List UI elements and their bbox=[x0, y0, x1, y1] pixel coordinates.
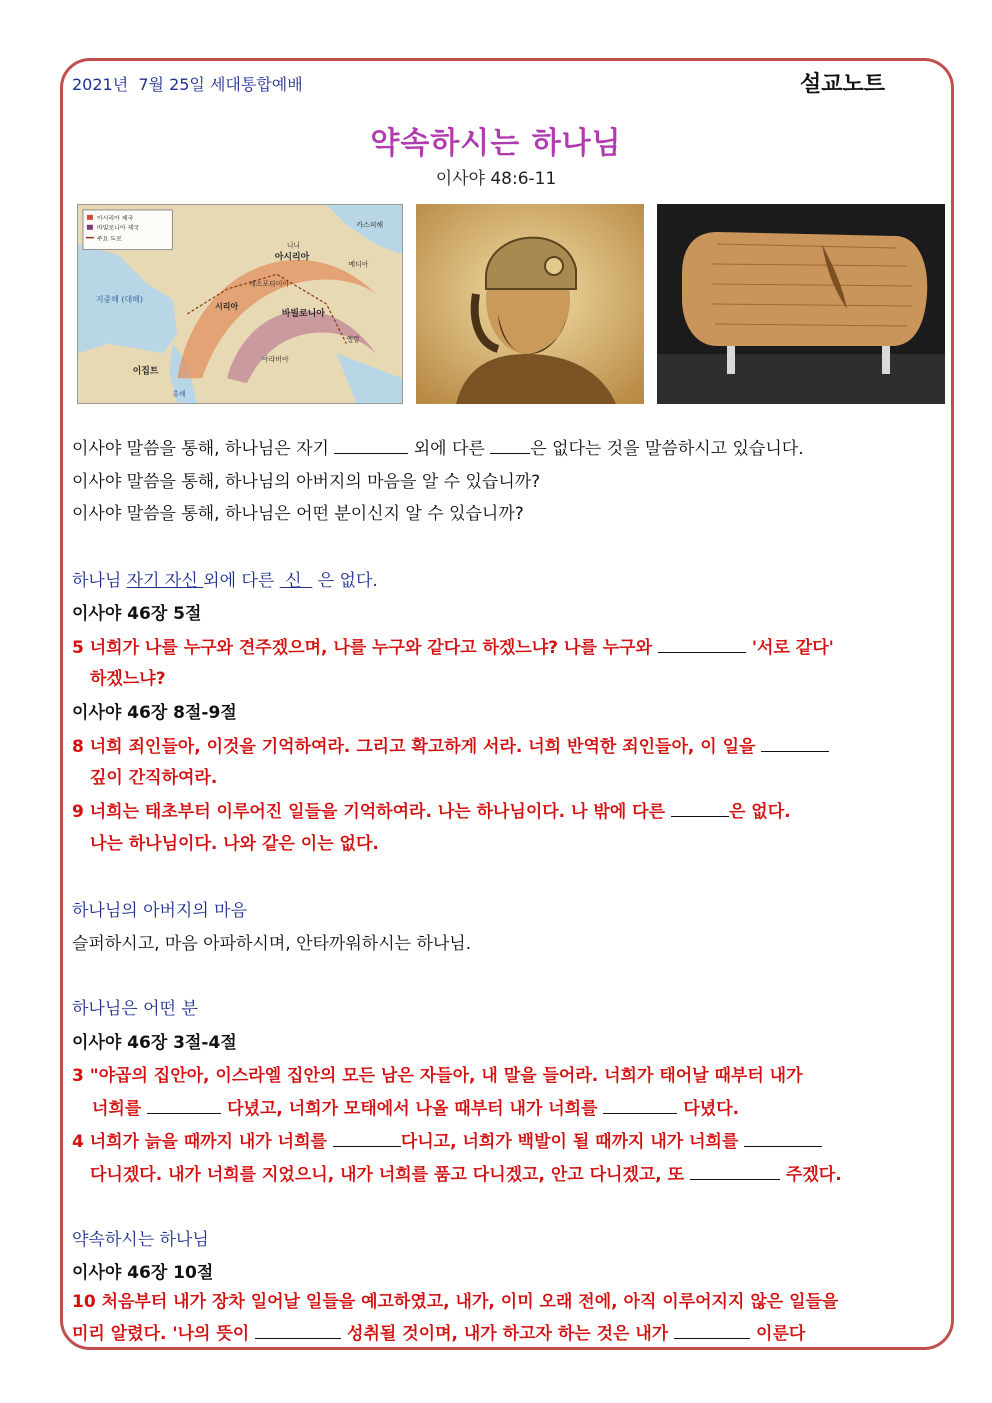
verse-8: 8 너희 죄인들아, 이것을 기억하여라. 그리고 확고하게 서라. 너희 반역한 죄인들아, 이 일을 bbox=[72, 732, 829, 757]
question-3: 이사야 말씀을 통해, 하나님은 어떤 분이신지 알 수 있습니까? bbox=[72, 504, 524, 524]
answer-blank[interactable] bbox=[255, 1320, 341, 1339]
map-legend-item: 아시리아 제국 bbox=[96, 214, 134, 222]
answer-blank[interactable] bbox=[603, 1095, 677, 1114]
map-label: 니니 bbox=[286, 241, 301, 250]
map-label: 바빌로니아 bbox=[281, 308, 325, 319]
answer-blank[interactable] bbox=[490, 435, 530, 454]
answer-blank[interactable] bbox=[147, 1095, 221, 1114]
map-label: 지중해 (대해) bbox=[95, 295, 143, 305]
verse-reference: 이사야 46장 3절-4절 bbox=[72, 1033, 237, 1053]
cyrus-portrait-image bbox=[416, 204, 644, 404]
verse-5: 5 너희가 나를 누구와 견주겠으며, 나를 누구와 같다고 하겠느냐? 나를 누구와 '서로 같다' bbox=[72, 633, 834, 658]
verse-reference: 이사야 46장 5절 bbox=[72, 604, 202, 624]
map-label: 아라비아 bbox=[261, 355, 289, 364]
verse-4: 4 너희가 늙을 때까지 내가 너희를 다니고, 너희가 백발이 될 때까지 내가 너희를 bbox=[72, 1127, 822, 1152]
verse-10-cont: 미리 알렸다. '나의 뜻이 성취될 것이며, 내가 하고자 하는 것은 내가 이룬다 bbox=[72, 1319, 805, 1344]
sermon-note-label: 설교노트 bbox=[800, 72, 886, 97]
section-heading: 하나님은 어떤 분 bbox=[72, 999, 198, 1019]
empire-map-image bbox=[77, 204, 403, 404]
question-2: 이사야 말씀을 통해, 하나님의 아버지의 마음을 알 수 있습니까? bbox=[72, 472, 541, 492]
verse-8-cont: 깊이 간직하여라. bbox=[90, 768, 218, 788]
map-legend-item: 바빌로니아 제국 bbox=[96, 224, 140, 232]
answer-blank[interactable] bbox=[333, 1128, 401, 1147]
verse-3-cont: 너희를 다녔고, 너희가 모태에서 나올 때부터 내가 너희를 다녔다. bbox=[92, 1094, 739, 1119]
answer-blank[interactable] bbox=[761, 733, 829, 752]
map-label: 아시리아 bbox=[274, 252, 310, 263]
question-1: 이사야 말씀을 통해, 하나님은 자기 외에 다른 은 없다는 것을 말씀하시고 있습니다. bbox=[72, 434, 804, 459]
service-date: 2021년 7월 25일 세대통합예배 bbox=[72, 75, 303, 94]
answer-blank[interactable] bbox=[674, 1320, 750, 1339]
map-label: 시리아 bbox=[215, 301, 239, 311]
map-label: 이집트 bbox=[132, 366, 159, 377]
verse-9: 9 너희는 태초부터 이루어진 일들을 기억하여라. 나는 하나님이다. 나 밖에 다른 은 없다. bbox=[72, 797, 791, 822]
section-heading: 약속하시는 하나님 bbox=[72, 1230, 209, 1250]
map-label: 카스피해 bbox=[356, 220, 384, 229]
answer-blank[interactable] bbox=[658, 634, 746, 653]
map-label: 메디아 bbox=[348, 260, 369, 269]
section-heading: 하나님의 아버지의 마음 bbox=[72, 901, 248, 921]
verse-10: 10 처음부터 내가 장차 일어날 일들을 예고하였고, 내가, 이미 오래 전에, 아직 이루어지지 않은 일들을 bbox=[72, 1292, 839, 1312]
map-label: 엘람 bbox=[346, 335, 360, 344]
sermon-title: 약속하시는 하나님 bbox=[370, 126, 622, 161]
section-text: 슬퍼하시고, 마음 아파하시며, 안타까워하시는 하나님. bbox=[72, 934, 472, 954]
map-label: 메소포타미아 bbox=[248, 280, 290, 289]
cyrus-cylinder-image bbox=[657, 204, 945, 404]
verse-9-cont: 나는 하나님이다. 나와 같은 이는 없다. bbox=[90, 834, 379, 854]
answer-blank[interactable] bbox=[690, 1161, 780, 1180]
answer-blank[interactable] bbox=[334, 435, 408, 454]
answer-blank[interactable] bbox=[671, 798, 729, 817]
section-heading: 하나님 자기 자신 외에 다른 신 은 없다. bbox=[72, 571, 378, 591]
verse-reference: 이사야 46장 8절-9절 bbox=[72, 703, 237, 723]
map-legend-item: 주요 도로 bbox=[96, 235, 122, 243]
verse-reference: 이사야 46장 10절 bbox=[72, 1263, 214, 1283]
verse-3: 3 "야곱의 집안아, 이스라엘 집안의 모든 남은 자들아, 내 말을 들어라. 너희가 태어날 때부터 내가 bbox=[72, 1066, 803, 1086]
verse-4-cont: 다니겠다. 내가 너희를 지었으니, 내가 너희를 품고 다니겠고, 안고 다니겠고, 또 주겠다. bbox=[90, 1160, 842, 1185]
verse-5-cont: 하겠느냐? bbox=[90, 669, 166, 689]
scripture-reference: 이사야 48:6-11 bbox=[435, 169, 557, 189]
answer-blank[interactable] bbox=[744, 1128, 822, 1147]
map-label: 홍해 bbox=[172, 390, 186, 399]
